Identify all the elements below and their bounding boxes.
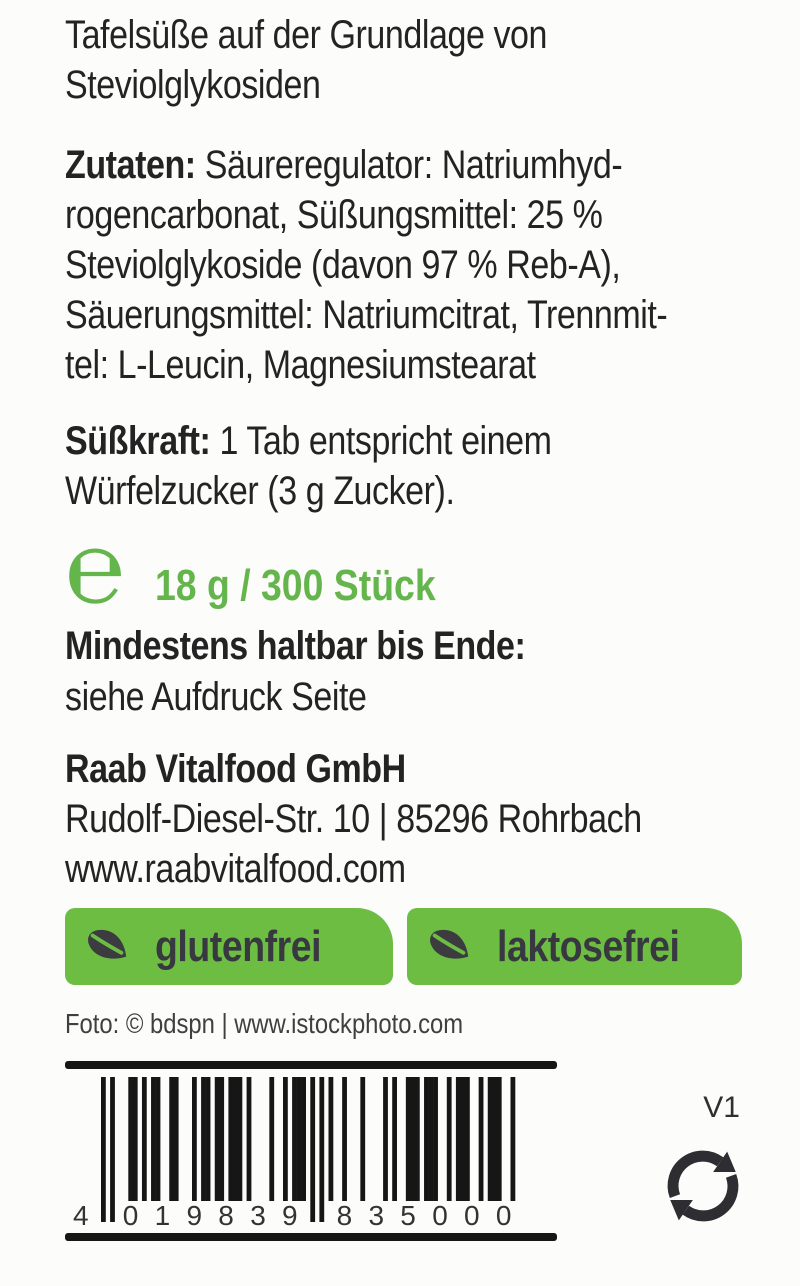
manufacturer-section [65,744,800,894]
barcode-bottom-rule [65,1233,557,1241]
barcode-top-rule [65,1061,557,1069]
barcode [65,1061,557,1241]
barcode-bars [65,1077,557,1229]
sweetness-line: Würfelzucker (3 g Zucker). [65,469,455,513]
net-quantity-section [65,512,800,624]
description-line: Tafelsüße auf der Grundlage von [65,13,548,57]
ingredients-line: rogencarbonat, Süßungsmittel: 25 % [65,193,603,237]
leaf-icon [425,923,473,971]
svg-text:9: 9 [282,1200,298,1229]
green-dot-icon [664,1147,742,1225]
svg-text:3: 3 [368,1200,385,1229]
best-before-value: siehe Aufdruck Seite [65,675,367,719]
product-description [65,10,800,110]
badge-laktosefrei [407,908,742,985]
claim-badges [65,908,800,985]
best-before-heading: Mindestens haltbar bis Ende: [65,624,526,668]
badge-label: glutenfrei [155,921,322,971]
svg-text:8: 8 [336,1200,353,1229]
svg-text:4: 4 [73,1200,89,1229]
description-line: Steviolglykosiden [65,63,321,107]
sweetness-line: Süßkraft: 1 Tab entspricht einem [65,419,552,463]
ingredients-heading: Zutaten: [65,143,196,187]
ingredients-line: Zutaten: Säureregulator: Natriumhyd- [65,143,623,187]
svg-text:0: 0 [122,1200,139,1229]
ingredients-line: Steviolglykoside (davon 97 % Reb-A), [65,243,621,287]
svg-text:5: 5 [400,1200,416,1229]
svg-text:0: 0 [432,1200,448,1229]
ingredients-line: tel: L-Leucin, Magnesiumstearat [65,343,536,387]
svg-text:0: 0 [495,1200,512,1229]
manufacturer-website: www.raabvitalfood.com [65,847,406,891]
best-before-section [65,620,800,722]
photo-credit: Foto: © bdspn | www.istockphoto.com [65,1008,464,1039]
barcode-side-column [662,1091,742,1230]
sweetness-heading: Süßkraft: [65,419,211,463]
ingredients-section [65,140,800,390]
svg-text:9: 9 [186,1200,203,1229]
version-code: V1 [703,1091,740,1124]
svg-text:0: 0 [464,1200,480,1229]
estimated-sign-icon: ℮ [65,512,126,624]
net-quantity-value: 18 g / 300 Stück [155,561,436,610]
svg-text:1: 1 [154,1200,171,1229]
svg-text:3: 3 [250,1200,266,1229]
manufacturer-name: Raab Vitalfood GmbH [65,747,406,791]
leaf-icon [83,923,131,971]
barcode-section [65,1061,800,1241]
ingredients-line: Säuerungsmittel: Natriumcitrat, Trennmit- [65,293,668,337]
manufacturer-address: Rudolf-Diesel-Str. 10 | 85296 Rohrbach [65,797,642,841]
badge-label: laktosefrei [497,921,680,971]
badge-glutenfrei [65,908,393,985]
sweetness-section [65,416,800,516]
svg-text:8: 8 [218,1200,234,1229]
